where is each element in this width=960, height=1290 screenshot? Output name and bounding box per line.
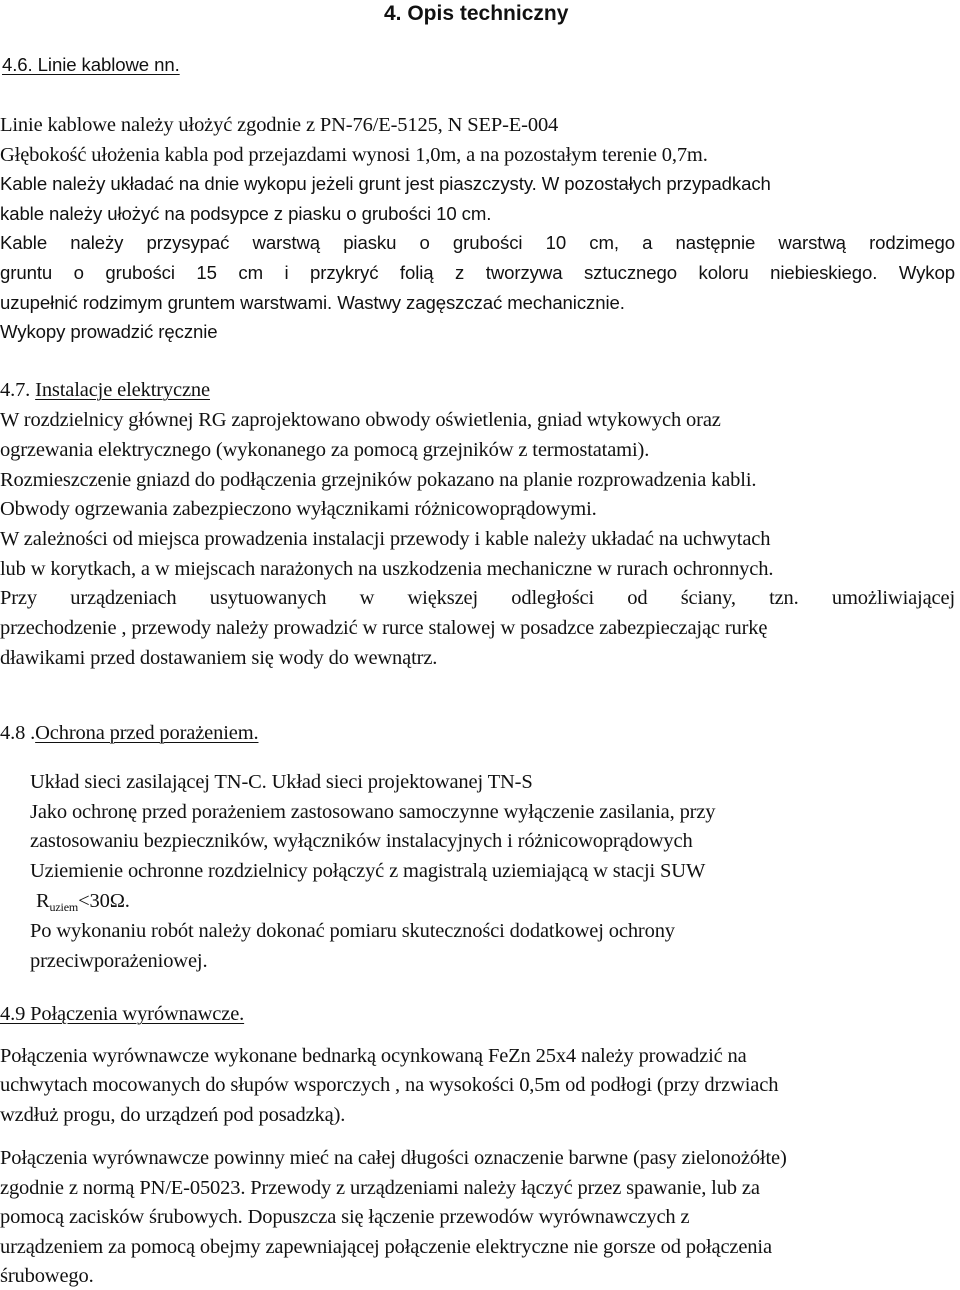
section-4-7-line-6: lub w korytkach, a w miejscach narażonych na uszkodzenia mechaniczne w rurach ochronnych. [0,558,774,580]
section-4-6-heading [2,56,180,75]
resistance-subscript: uziem [49,900,79,914]
resistance-value: <30Ω. [78,890,130,912]
section-4-7-number: 4.7. [0,379,31,401]
section-4-6-line-8: Wykopy prowadzić ręcznie [0,321,218,342]
section-4-6-line-6: gruntu o grubości 15 cm i przykryć folią z tworzywa sztucznego koloru niebieskiego. Wykop [0,262,955,283]
section-4-7-line-9: dławikami przed dostawaniem się wody do wewnątrz. [0,647,438,669]
section-4-6-line-4: kable należy ułożyć na podsypce z piasku o grubości 10 cm. [0,203,492,224]
document-header: 4. Opis techniczny [384,2,569,25]
section-4-6-line-1: Linie kablowe należy ułożyć zgodnie z PN-76/E-5125, N SEP-E-004 [0,114,559,136]
section-4-8-line-6: przeciwporażeniowej. [30,950,208,972]
section-4-9-para1-line-1: Połączenia wyrównawcze wykonane bednarką ocynkowaną FeZn 25x4 należy prowadzić na [0,1045,747,1067]
section-4-8-line-5: Po wykonaniu robót należy dokonać pomiaru skuteczności dodatkowej ochrony [30,920,675,942]
section-4-9-heading-text: 4.9 Połączenia wyrównawcze. [0,1003,245,1025]
section-4-8-line-2: Jako ochronę przed porażeniem zastosowano samoczynne wyłączenie zasilania, przy [30,801,716,823]
section-4-7-line-3: Rozmieszczenie gniazd do podłączenia grzejników pokazano na planie rozprowadzenia kabli. [0,469,757,491]
section-4-8-line-4: Uziemienie ochronne rozdzielnicy połączyć z magistralą uziemiającą w stacji SUW [30,860,706,882]
section-4-9-para2-line-3: pomocą zacisków śrubowych. Dopuszcza się łączenie przewodów wyrównawczych z [0,1206,690,1228]
section-4-9-para1-line-2: uchwytach mocowanych do słupów wsporczych , na wysokości 0,5m od podłogi (przy drzwiach [0,1074,779,1096]
section-4-8-line-1: Układ sieci zasilającej TN-C. Układ sieci projektowanej TN-S [30,771,533,793]
section-4-9-para1-line-3: wzdłuż progu, do urządzeń pod posadzką). [0,1104,346,1126]
section-4-7-line-1: W rozdzielnicy głównej RG zaprojektowano obwody oświetlenia, gniad wtykowych oraz [0,409,721,431]
section-4-7-title: Instalacje elektryczne [35,379,210,401]
section-4-8-heading [0,723,258,744]
section-4-6-line-2: Głębokość ułożenia kabla pod przejazdami wynosi 1,0m, a na pozostałym terenie 0,7m. [0,144,708,166]
section-4-9-heading [0,1004,244,1025]
resistance-symbol: R [36,890,50,912]
section-4-9-para2-line-2: zgodnie z normą PN/E-05023. Przewody z urządzeniami należy łączyć przez spawanie, lub za [0,1177,760,1199]
section-4-6-line-5: Kable należy przysypać warstwą piasku o grubości 10 cm, a następnie warstwą rodzimego [0,232,955,253]
section-4-7-line-5: W zależności od miejsca prowadzenia instalacji przewody i kable należy układać na uchwytach [0,528,771,550]
section-4-7-line-7: Przy urządzeniach usytuowanych w większej odległości od ściany, tzn. umożliwiającej [0,587,955,609]
section-4-7-line-8: przechodzenie , przewody należy prowadzić w rurce stalowej w posadzce zabezpieczając rurkę [0,617,768,639]
section-4-6-heading-text: 4.6. Linie kablowe nn. [2,54,180,75]
section-4-9-para2-line-4: urządzeniem za pomocą obejmy zapewniającej połączenie elektryczne nie gorsze od połączenia [0,1236,772,1258]
section-4-8-title: Ochrona przed porażeniem. [35,722,259,744]
section-4-7-heading [0,380,210,401]
section-4-9-para2-line-1: Połączenia wyrównawcze powinny mieć na całej długości oznaczenie barwne (pasy zielonożółte) [0,1147,787,1169]
section-4-8-number: 4.8 . [0,722,36,744]
section-4-7-line-2: ogrzewania elektrycznego (wykonanego za pomocą grzejników z termostatami). [0,439,650,461]
section-4-7-line-4: Obwody ogrzewania zabezpieczono wyłącznikami różnicowoprądowymi. [0,498,597,520]
section-4-6-line-3: Kable należy układać na dnie wykopu jeżeli grunt jest piaszczysty. W pozostałych przypadkach [0,173,771,194]
section-4-9-para2-line-5: śrubowego. [0,1265,94,1287]
resistance-requirement [36,891,130,913]
section-4-8-line-3: zastosowaniu bezpieczników, wyłączników instalacyjnych i różnicowoprądowych [30,830,693,852]
section-4-6-line-7: uzupełnić rodzimym gruntem warstwami. Wastwy zagęszczać mechanicznie. [0,292,625,313]
